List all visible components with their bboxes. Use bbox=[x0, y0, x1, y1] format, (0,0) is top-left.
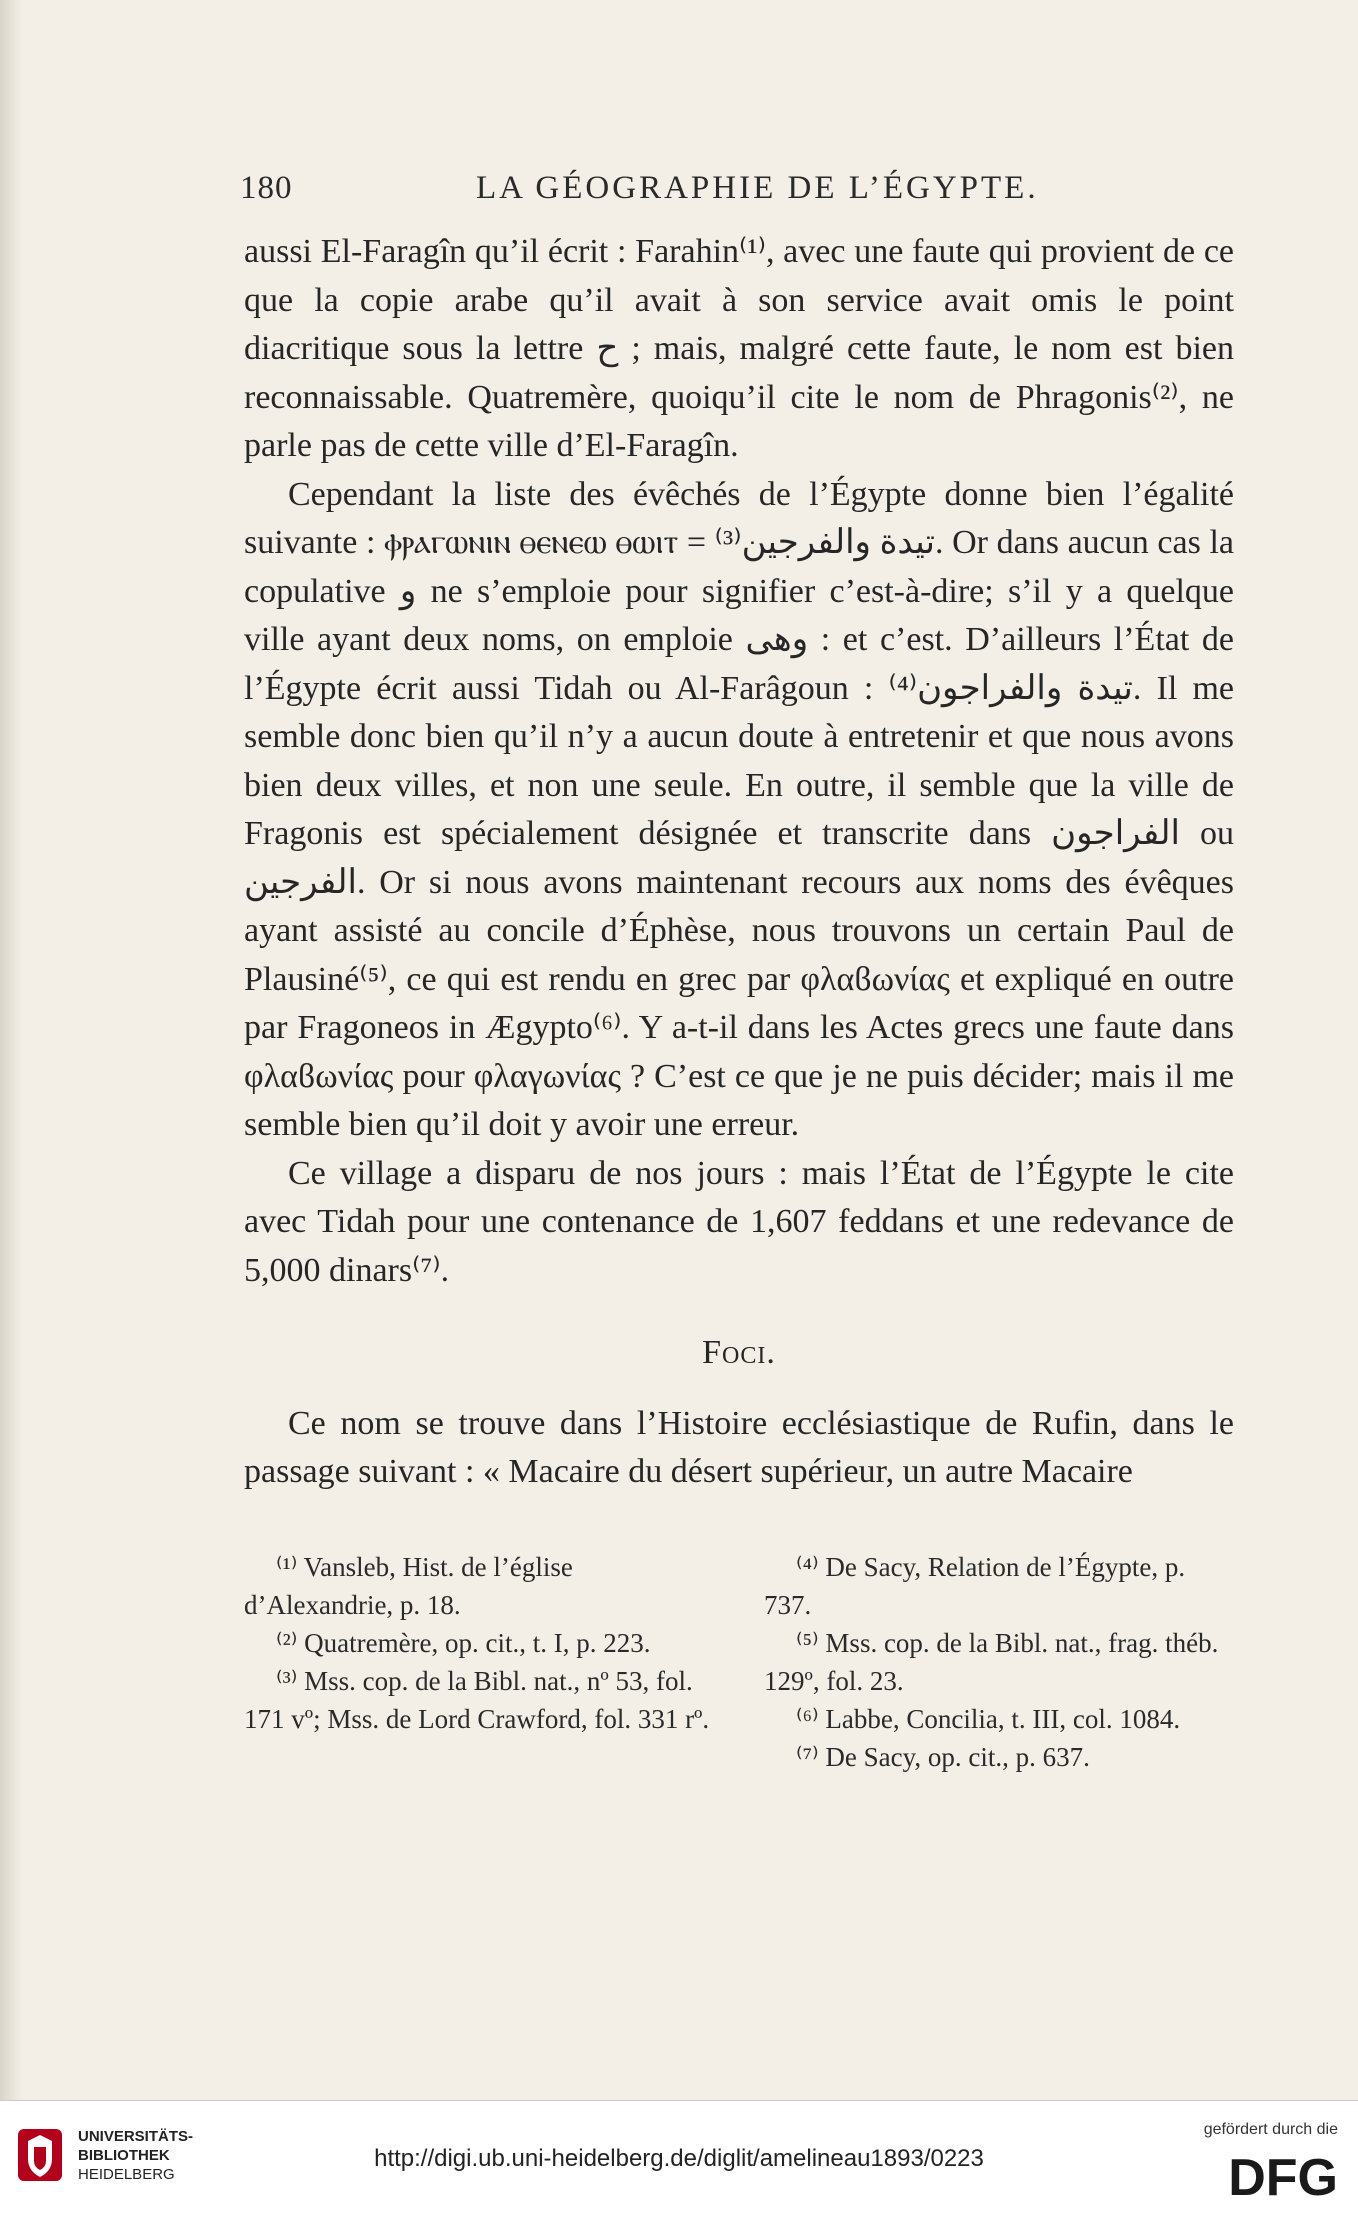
dfg-logo-text: DFG bbox=[1228, 2149, 1338, 2201]
running-title: LA GÉOGRAPHIE DE L’ÉGYPTE. bbox=[476, 170, 1039, 206]
footnote: ⁽¹⁾ Vansleb, Hist. de l’église d’Alexandrie, p. 18. bbox=[244, 1552, 573, 1620]
footnotes-left-column bbox=[244, 1548, 714, 1776]
permalink-url[interactable]: http://digi.ub.uni-heidelberg.de/diglit/amelineau1893/0223 bbox=[374, 2145, 984, 2172]
institution-line: HEIDELBERG bbox=[78, 2166, 175, 2183]
footnote: ⁽²⁾ Quatremère, op. cit., t. I, p. 223. bbox=[276, 1628, 651, 1658]
footnote: ⁽³⁾ Mss. cop. de la Bibl. nat., nº 53, fol. 171 vº; Mss. de Lord Crawford, fol. 331 rº. bbox=[244, 1666, 710, 1734]
main-text bbox=[244, 228, 1234, 1497]
institution-line: BIBLIOTHEK bbox=[78, 2147, 170, 2164]
footnote: ⁽⁶⁾ Labbe, Concilia, t. III, col. 1084. bbox=[796, 1704, 1181, 1734]
page-number: 180 bbox=[240, 170, 293, 206]
paragraph: Ce nom se trouve dans l’Histoire ecclésiastique de Rufin, dans le passage suivant : « Macaire du désert supérieur, un autre Macaire bbox=[244, 1404, 1234, 1490]
footnote: ⁽⁵⁾ Mss. cop. de la Bibl. nat., frag. théb. 129º, fol. 23. bbox=[764, 1628, 1219, 1696]
paragraph: Ce village a disparu de nos jours : mais l’État de l’Égypte le cite avec Tidah pour une contenance de 1,607 feddans et une redevance de 5,000 dinars⁽⁷⁾. bbox=[244, 1154, 1234, 1289]
section-heading: Foci. bbox=[702, 1334, 776, 1371]
footnotes bbox=[244, 1548, 1234, 1776]
viewer-footer bbox=[0, 2100, 1358, 2213]
funded-by-label: gefördert durch die bbox=[1203, 2121, 1338, 2138]
page-edge-shadow bbox=[0, 0, 22, 2100]
footnotes-right-column bbox=[764, 1548, 1234, 1776]
dfg-logo bbox=[1188, 2147, 1338, 2201]
paragraph: Cependant la liste des évêchés de l’Égypte donne bien l’égalité suivante : ⲫⲣⲁⲅⲱⲛⲓⲛ ⲑⲉⲛⲉⲱ ⲑⲱⲓⲧ = تيدة والفرجين⁽³⁾. Or dans aucun cas la copulative و ne s’emploie pour signifier c’est-à-dire; s’il y a quelque ville ayant deux noms, on emploie وهى : et c’est. D’ailleurs l’État de l’Égypte écrit aussi Tidah ou Al-Farâgoun : تيدة والفراجون⁽⁴⁾. Il me semble donc bien qu’il n’y a aucun doute à entretenir et que nous avons bien deux villes, et non une seule. En outre, il semble que la ville de Fragonis est spécialement désignée et transcrite dans الفراجون ou الفرجين. Or si nous avons maintenant recours aux noms des évêques ayant assisté au concile d’Éphèse, nous trouvons un certain Paul de Plausiné⁽⁵⁾, ce qui est rendu en grec par φλαϐωνίας et expliqué en outre par Fragoneos in Ægypto⁽⁶⁾. Y a-t-il dans les Actes grecs une faute dans φλαϐωνίας pour φλαγωνίας ? C’est ce que je ne puis décider; mais il me semble bien qu’il doit y avoir une erreur. bbox=[244, 475, 1234, 1143]
footnote: ⁽⁴⁾ De Sacy, Relation de l’Égypte, p. 737. bbox=[764, 1552, 1186, 1620]
paragraph: aussi El-Faragîn qu’il écrit : Farahin⁽¹⁾, avec une faute qui provient de ce que la copie arabe qu’il avait à son service avait omis le point diacritique sous la lettre ح ; mais, malgré cette faute, le nom est bien reconnaissable. Quatremère, quoiqu’il cite le nom de Phragonis⁽²⁾, ne parle pas de cette ville d’El-Faragîn. bbox=[244, 233, 1234, 464]
footnote: ⁽⁷⁾ De Sacy, op. cit., p. 637. bbox=[796, 1742, 1090, 1772]
institution-line: UNIVERSITÄTS- bbox=[78, 2128, 194, 2145]
